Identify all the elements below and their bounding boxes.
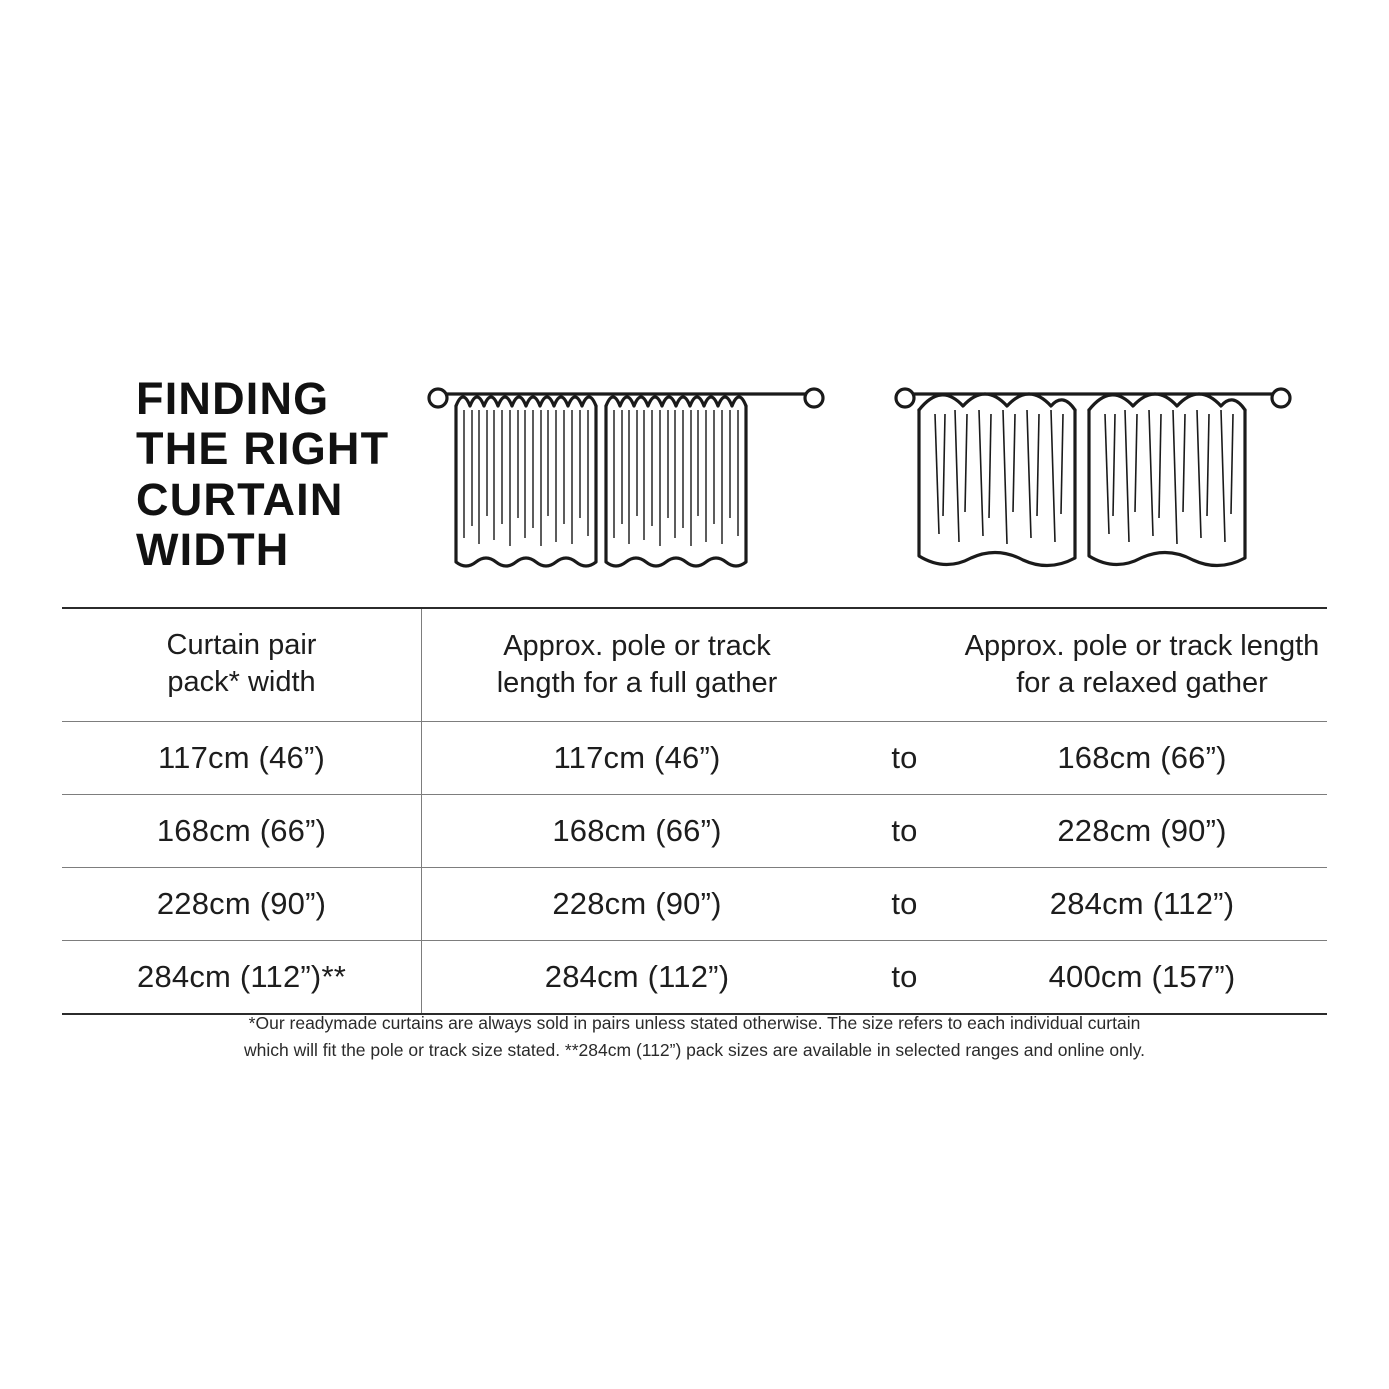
cell-joiner: to <box>891 886 918 921</box>
table-row <box>62 722 1327 795</box>
footnote-line-1: *Our readymade curtains are always sold in pairs unless stated otherwise. The size refers to each individual curtain <box>248 1013 1141 1033</box>
relaxed-gather-curtain-illustration <box>893 366 1293 581</box>
cell-relaxed-gather: 284cm (112”) <box>1049 886 1235 921</box>
curtain-width-table <box>62 607 1327 1015</box>
header-pack-width-line-2: pack* width <box>167 666 316 698</box>
header-cell-pack-width <box>62 609 422 721</box>
page-title <box>62 360 392 576</box>
cell-pack-width: 168cm (66”) <box>62 795 422 867</box>
cell-pack-width: 117cm (46”) <box>62 722 422 794</box>
cell-joiner: to <box>891 959 918 994</box>
cell-full-gather: 168cm (66”) <box>552 813 722 848</box>
header-full-gather-line-1: Approx. pole or track <box>503 629 771 662</box>
page-title-line-3: CURTAIN <box>136 473 344 525</box>
cell-pack-width: 228cm (90”) <box>62 868 422 940</box>
cell-joiner: to <box>891 740 918 775</box>
header-relaxed-gather-line-2: for a relaxed gather <box>1016 667 1268 699</box>
cell-full-gather: 228cm (90”) <box>552 886 722 921</box>
cell-pack-width: 284cm (112”)** <box>62 941 422 1013</box>
footnote-line-2: which will fit the pole or track size stated. **284cm (112”) pack sizes are available in selected ranges and online only. <box>243 1040 1146 1061</box>
page-title-line-4: WIDTH <box>136 524 290 576</box>
full-gather-curtain-illustration <box>426 366 826 581</box>
header-full-gather-line-2: length for a full gather <box>496 667 778 699</box>
header-cell-relaxed-gather <box>957 609 1327 721</box>
header-pack-width-line-1: Curtain pair <box>166 628 317 661</box>
cell-full-gather: 117cm (46”) <box>553 740 721 775</box>
cell-relaxed-gather: 400cm (157”) <box>1048 959 1236 994</box>
table-row <box>62 868 1327 941</box>
header-cell-full-gather <box>422 609 852 721</box>
table-row <box>62 795 1327 868</box>
cell-relaxed-gather: 168cm (66”) <box>1057 740 1227 775</box>
table-header-row <box>62 609 1327 722</box>
page-title-line-1: FINDING <box>136 373 330 424</box>
cell-full-gather: 284cm (112”) <box>544 959 730 994</box>
cell-relaxed-gather: 228cm (90”) <box>1057 813 1227 848</box>
footnote <box>62 1010 1327 1064</box>
header-cell-spacer <box>852 609 957 721</box>
header-relaxed-gather-line-1: Approx. pole or track length <box>964 629 1320 662</box>
table-row <box>62 941 1327 1015</box>
illustration-group <box>392 360 1327 581</box>
header-row <box>62 360 1327 605</box>
cell-joiner: to <box>891 813 918 848</box>
page-title-line-2: THE RIGHT <box>136 423 390 475</box>
